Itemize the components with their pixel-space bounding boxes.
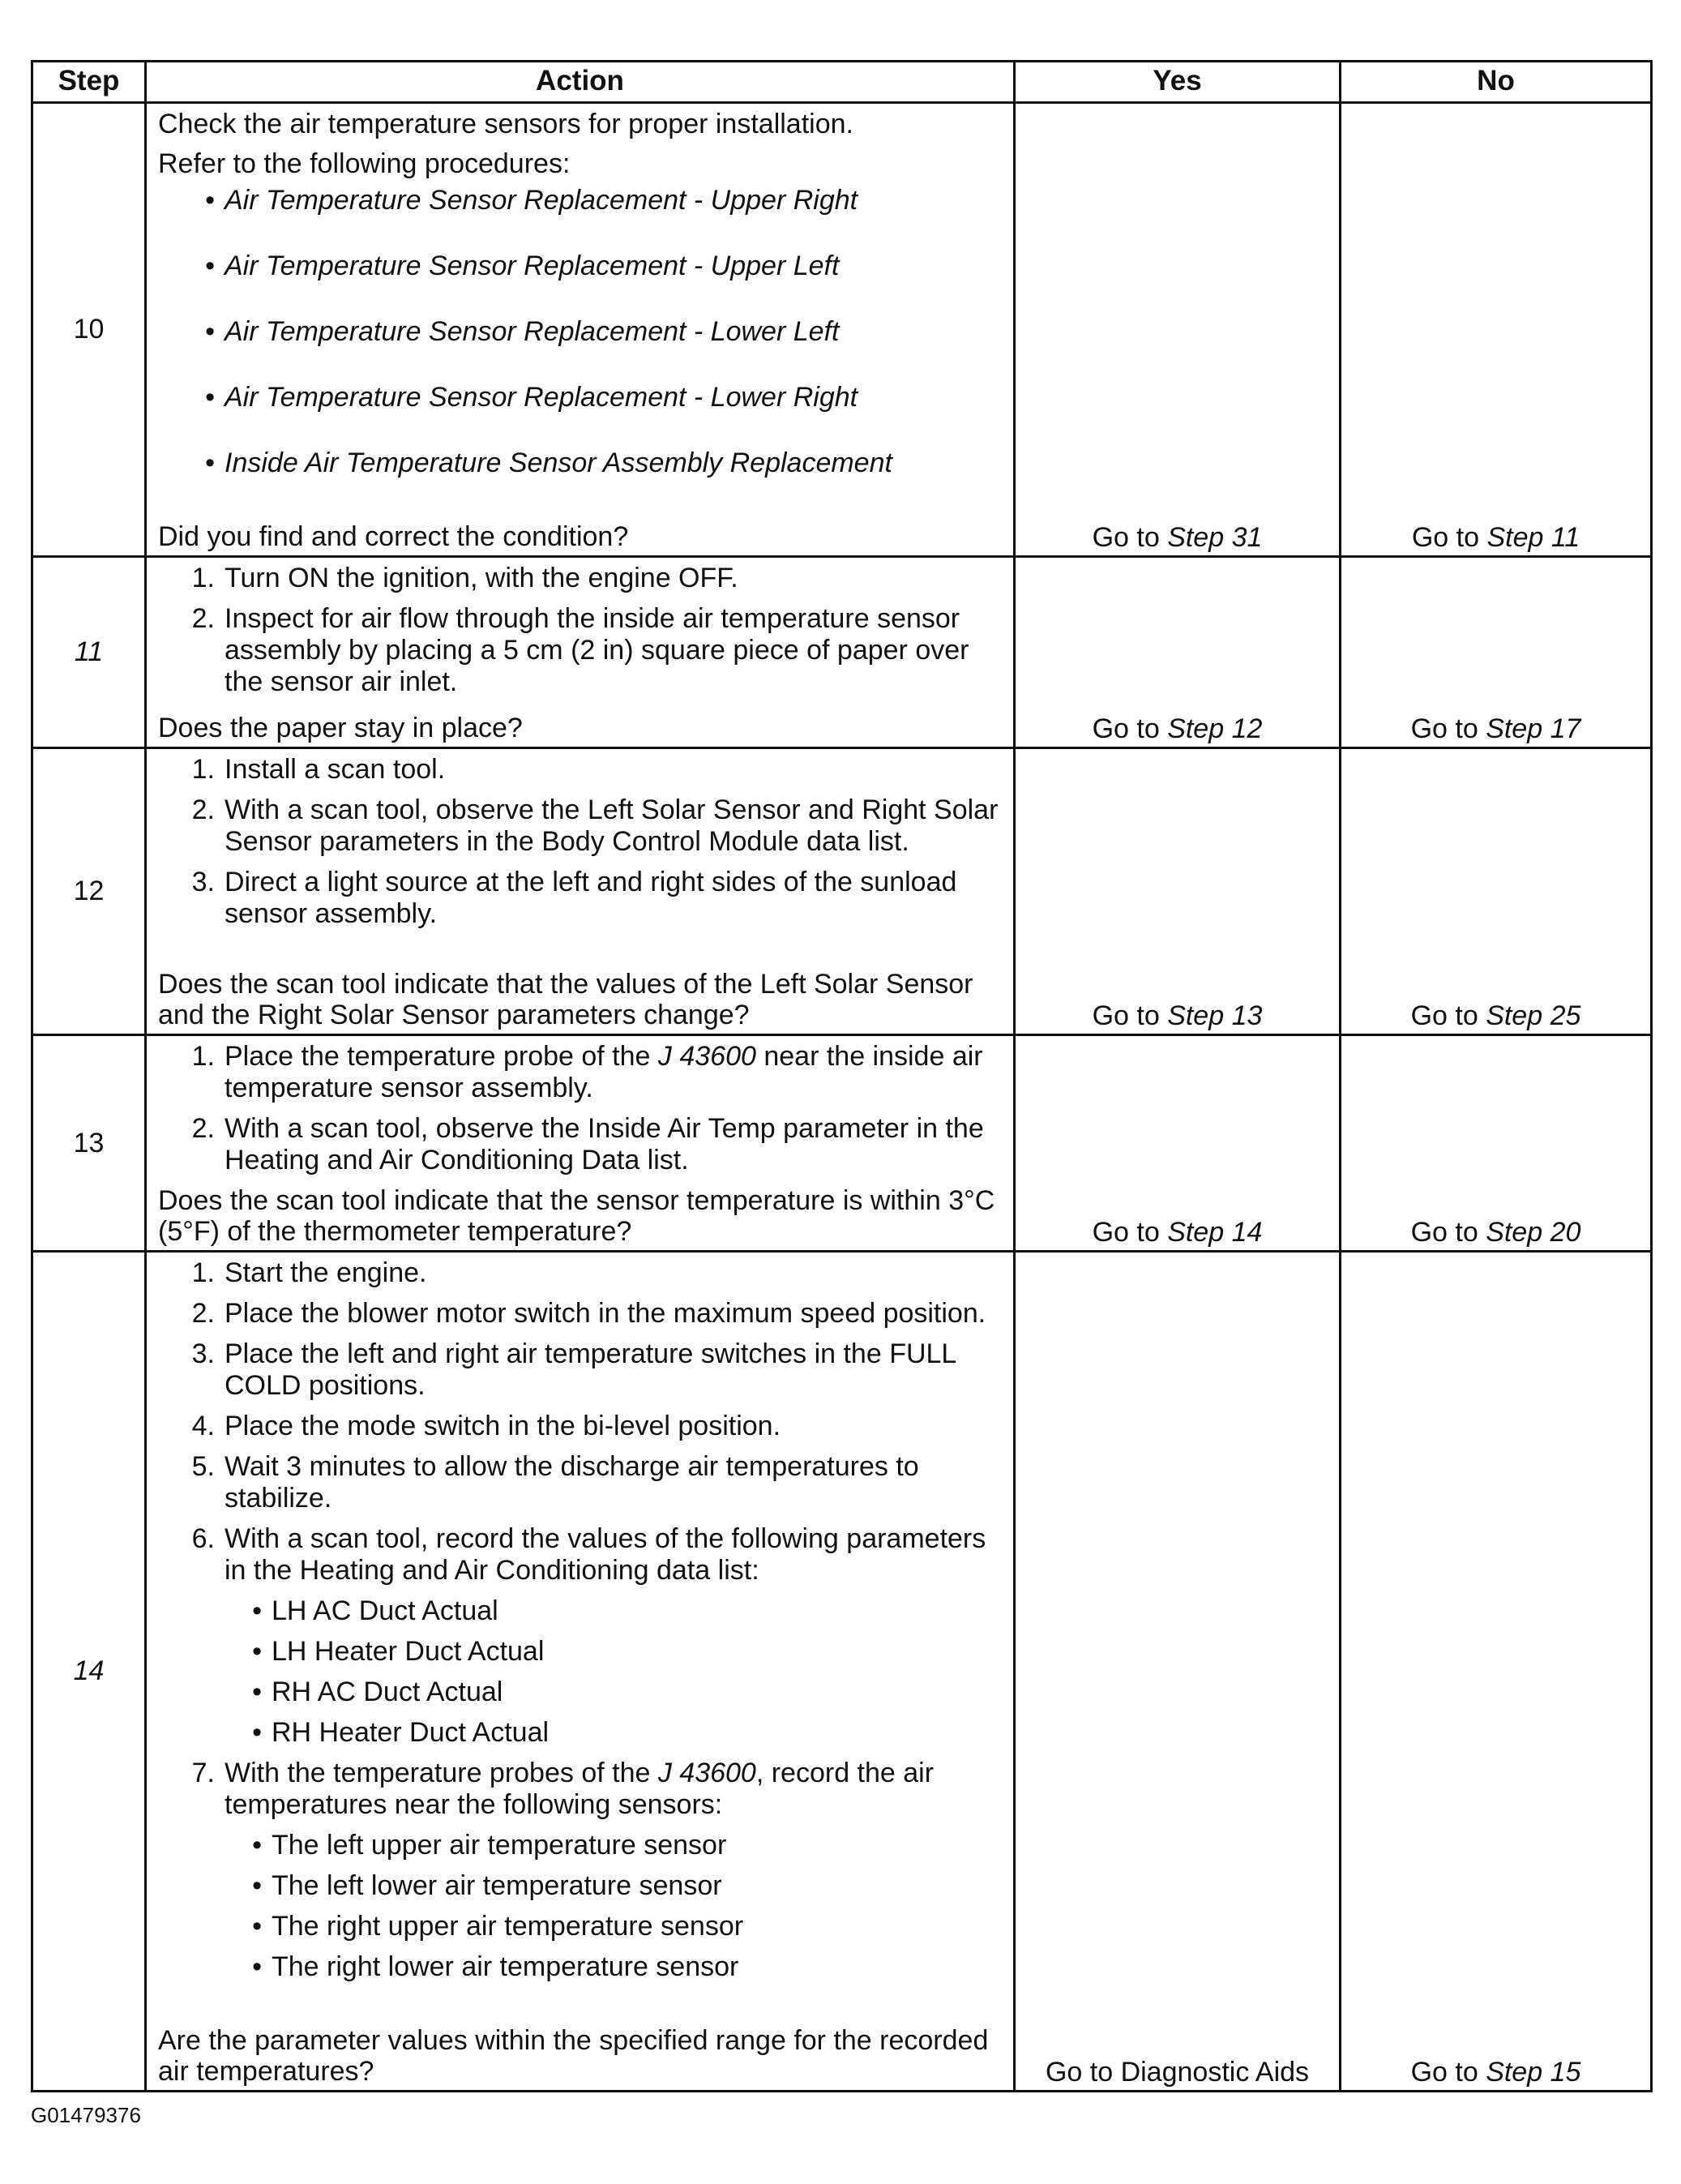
bullet: • <box>205 448 215 478</box>
procedure-link[interactable]: Air Temperature Sensor Replacement - Upper Right <box>225 185 858 216</box>
question: Does the scan tool indicate that the values of the Left Solar Sensor and the Right Solar Sensor parameters change? <box>158 969 973 1030</box>
list-item: 5. Wait 3 minutes to allow the discharge air temperatures to stabilize. <box>191 1451 919 1514</box>
yes-step-link[interactable]: Step 13 <box>1167 1000 1263 1031</box>
list-item: • LH AC Duct Actual <box>252 1595 498 1626</box>
action-cell <box>146 748 1015 1035</box>
yes-header: Yes <box>1015 62 1341 103</box>
no-cell[interactable] <box>1341 103 1652 557</box>
no-cell[interactable]: Go to Step 15 <box>1341 1252 1652 2092</box>
procedure-link[interactable]: Air Temperature Sensor Replacement - Lower Right <box>225 382 858 413</box>
no-cell[interactable]: Go to Step 20 <box>1341 1035 1652 1252</box>
step-number: 13 <box>32 1035 146 1252</box>
list-item <box>158 448 1003 479</box>
list-item: 2. With a scan tool, observe the Left Solar Sensor and Right Solar Sensor parameters in the Body Control Module data list. <box>191 794 999 857</box>
no-step-link[interactable]: Step 17 <box>1486 713 1581 744</box>
list-item: 6. With a scan tool, record the values of the following parameters in the Heating and Air Conditioning data list: <box>191 1523 986 1586</box>
list-item: 1. Start the engine. <box>191 1257 427 1288</box>
step-number: 14 <box>32 1252 146 2092</box>
action-text: Check the air temperature sensors for proper installation. <box>158 109 853 139</box>
yes-cell[interactable] <box>1015 1252 1341 2092</box>
list-item: 2. With a scan tool, observe the Inside Air Temp parameter in the Heating and Air Conditioning Data list. <box>191 1113 984 1176</box>
list-item: 1. Turn ON the ignition, with the engine OFF. <box>191 563 738 593</box>
question: Does the paper stay in place? <box>158 713 523 743</box>
question: Did you find and correct the condition? <box>158 521 629 552</box>
no-cell[interactable]: Go to Step 25 <box>1341 748 1652 1035</box>
question: Are the parameter values within the specified range for the recorded air temperatures? <box>158 2025 989 2087</box>
yes-cell[interactable]: Go to Step 14 <box>1015 1035 1341 1252</box>
list-item: • The left upper air temperature sensor <box>252 1830 727 1861</box>
list-item: • The right lower air temperature sensor <box>252 1951 739 1982</box>
step-number: 10 <box>32 103 146 557</box>
action-text: Refer to the following procedures: <box>158 148 571 179</box>
step-number: 12 <box>32 748 146 1035</box>
list-item: 1. Install a scan tool. <box>191 754 446 785</box>
list-item: 3. Place the left and right air temperature switches in the FULL COLD positions. <box>191 1338 956 1401</box>
yes-step-link[interactable]: Step 12 <box>1167 713 1263 744</box>
list-item: 3. Direct a light source at the left and right sides of the sunload sensor assembly. <box>191 867 957 929</box>
diagnostic-table <box>31 60 1653 2092</box>
list-item <box>158 316 1003 348</box>
yes-step-link[interactable]: Step 31 <box>1167 522 1263 553</box>
bullet: • <box>205 382 215 413</box>
step-number: 11 <box>32 557 146 748</box>
list-item: 2. Inspect for air flow through the inside air temperature sensor assembly by placing a 5 cm (2 in) square piece of paper over the sensor air inlet. <box>191 603 969 697</box>
table-row <box>32 557 1652 748</box>
list-item: • LH Heater Duct Actual <box>252 1636 545 1667</box>
list-item <box>158 382 1003 413</box>
bullet: • <box>205 185 215 216</box>
list-item: • RH AC Duct Actual <box>252 1677 503 1707</box>
action-header: Action <box>146 62 1015 103</box>
table-row <box>32 1252 1652 2092</box>
bullet: • <box>205 316 215 347</box>
no-prefix: Go to <box>1411 522 1487 553</box>
tool-reference: J 43600 <box>657 1758 756 1788</box>
header-row <box>32 62 1652 103</box>
yes-cell[interactable]: Go to Step 13 <box>1015 748 1341 1035</box>
list-item: • The right upper air temperature sensor <box>252 1911 744 1942</box>
procedure-link[interactable]: Inside Air Temperature Sensor Assembly Replacement <box>225 448 892 478</box>
list-item <box>158 185 1003 216</box>
procedure-link[interactable]: Air Temperature Sensor Replacement - Upper Left <box>225 251 840 281</box>
no-step-link[interactable]: Step 25 <box>1486 1000 1581 1031</box>
action-cell <box>146 103 1015 557</box>
list-item: • The left lower air temperature sensor <box>252 1870 722 1901</box>
yes-cell[interactable] <box>1015 103 1341 557</box>
yes-link[interactable]: Go to Diagnostic Aids <box>1045 2057 1310 2088</box>
yes-prefix: Go to <box>1092 522 1168 553</box>
table-row <box>32 103 1652 557</box>
action-cell <box>146 557 1015 748</box>
table-row <box>32 748 1652 1035</box>
yes-step-link[interactable]: Step 14 <box>1167 1217 1263 1248</box>
figure-id: G01479376 <box>31 2103 141 2127</box>
action-cell <box>146 1252 1015 2092</box>
list-item: 1. Place the temperature probe of the J 43600 near the inside air temperature sensor assembly. <box>191 1041 983 1103</box>
list-item: • RH Heater Duct Actual <box>252 1717 550 1748</box>
no-step-link[interactable]: Step 20 <box>1486 1217 1581 1248</box>
list-item: 2. Place the blower motor switch in the maximum speed position. <box>191 1298 986 1329</box>
no-step-link[interactable]: Step 15 <box>1486 2057 1581 2088</box>
no-header: No <box>1341 62 1652 103</box>
list-item: 7. With the temperature probes of the J 43600, record the air temperatures near the following sensors: <box>191 1758 935 1820</box>
list-item: 4. Place the mode switch in the bi-level position. <box>191 1411 781 1441</box>
table-row <box>32 1035 1652 1252</box>
list-item <box>158 251 1003 282</box>
step-header: Step <box>32 62 146 103</box>
question: Does the scan tool indicate that the sensor temperature is within 3°C (5°F) of the thermometer temperature? <box>158 1185 995 1247</box>
action-cell <box>146 1035 1015 1252</box>
procedure-link[interactable]: Air Temperature Sensor Replacement - Lower Left <box>225 316 840 347</box>
tool-reference: J 43600 <box>657 1041 756 1072</box>
yes-cell[interactable]: Go to Step 12 <box>1015 557 1341 748</box>
bullet: • <box>205 251 215 281</box>
no-cell[interactable]: Go to Step 17 <box>1341 557 1652 748</box>
no-step-link[interactable]: Step 11 <box>1486 522 1580 553</box>
